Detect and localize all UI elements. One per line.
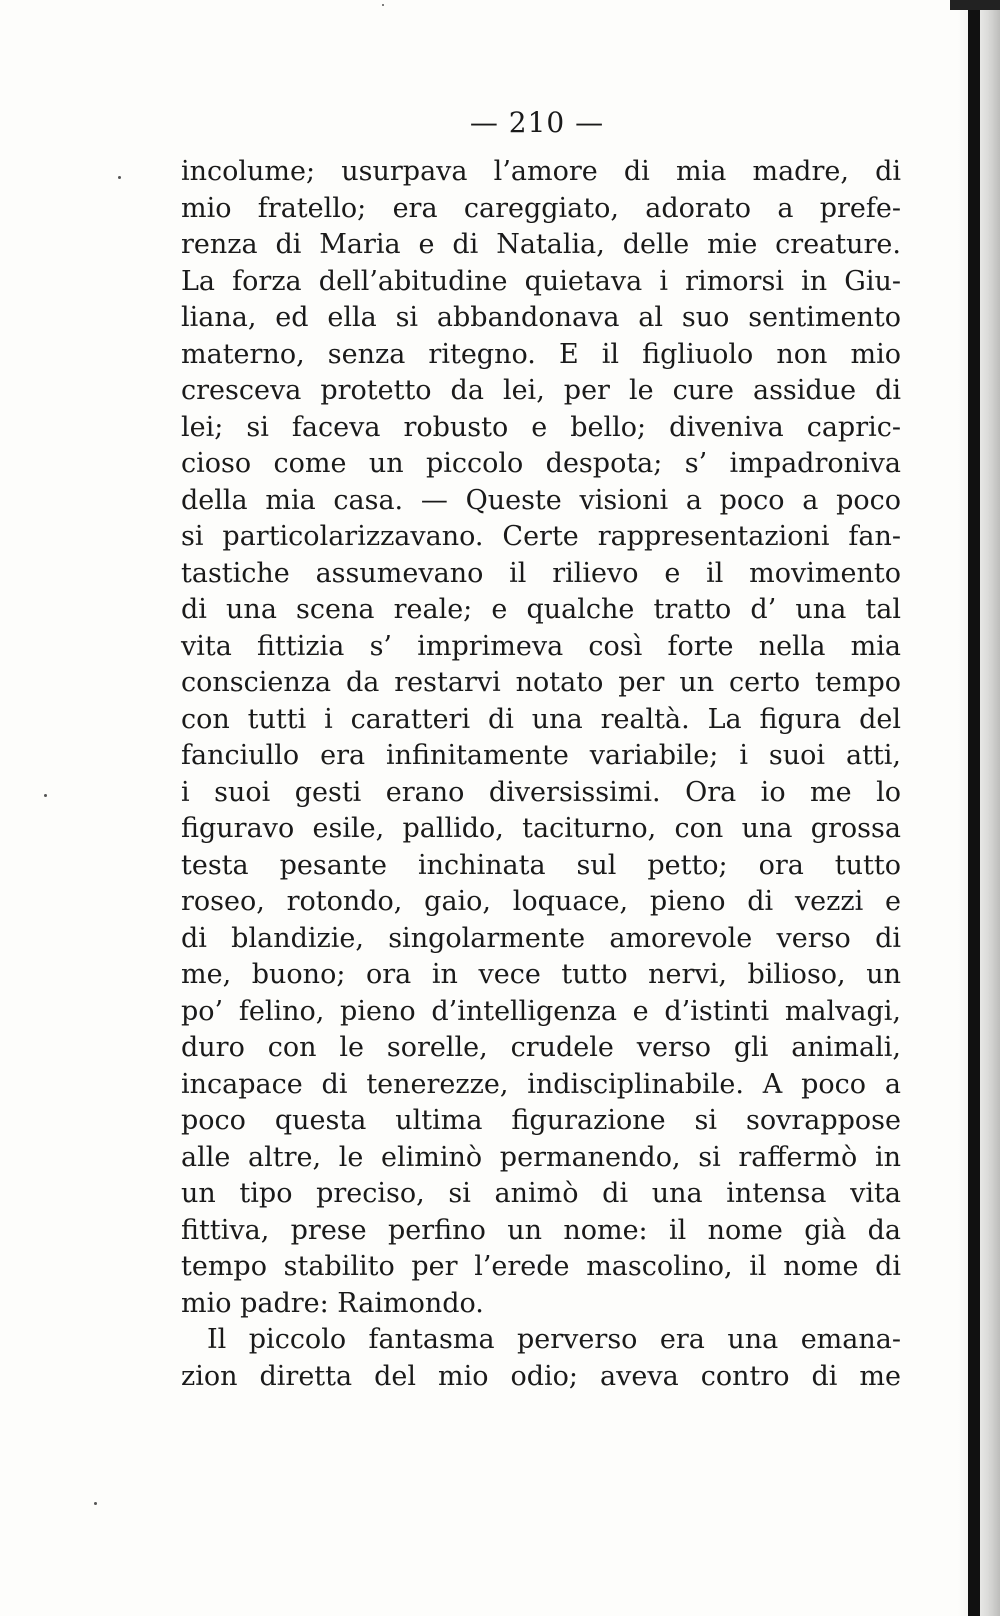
text-line: mio fratello; era careggiato, adorato a prefe- xyxy=(181,192,901,224)
text-line: materno, senza ritegno. E il figliuolo non mio xyxy=(181,338,901,370)
text-line: di blandizie, singolarmente amorevole verso di xyxy=(181,922,901,954)
text-line: La forza dell’abitudine quietava i rimorsi in Giu- xyxy=(181,265,901,297)
text-line: liana, ed ella si abbandonava al suo sentimento xyxy=(181,302,901,333)
page-spine-edge xyxy=(968,0,980,1616)
body-text xyxy=(181,154,901,1395)
text-line: cioso come un piccolo despota; s’ impadroniva xyxy=(181,448,901,479)
text-line: di una scena reale; e qualche tratto d’ una tal xyxy=(181,594,901,625)
text-line: fittiva, prese perfino un nome: il nome già da xyxy=(181,1214,901,1246)
text-line: figuravo esile, pallido, taciturno, con una grossa xyxy=(181,813,901,844)
text-line: lei; si faceva robusto e bello; diveniva capric- xyxy=(181,411,901,443)
text-line: roseo, rotondo, gaio, loquace, pieno di vezzi e xyxy=(181,886,901,917)
text-line: tempo stabilito per l’erede mascolino, il nome di xyxy=(181,1251,901,1282)
text-line: duro con le sorelle, crudele verso gli animali, xyxy=(181,1032,901,1063)
text-line: della mia casa. — Queste visioni a poco a poco xyxy=(181,484,901,516)
text-line: testa pesante inchinata sul petto; ora tutto xyxy=(181,849,901,881)
text-line: alle altre, le eliminò permanendo, si raffermò in xyxy=(181,1141,901,1173)
text-line: mio padre: Raimondo. xyxy=(181,1287,484,1319)
text-line: incapace di tenerezze, indisciplinabile. A poco a xyxy=(181,1068,901,1100)
text-line: con tutti i caratteri di una realtà. La figura del xyxy=(181,703,901,735)
paper-speck xyxy=(94,1502,97,1505)
text-line: si particolarizzavano. Certe rappresentazioni fan- xyxy=(181,521,901,552)
text-line: me, buono; ora in vece tutto nervi, bilioso, un xyxy=(181,959,901,990)
text-line: incolume; usurpava l’amore di mia madre, di xyxy=(181,156,901,187)
page-number: — 210 — xyxy=(469,106,605,139)
text-line: renza di Maria e di Natalia, delle mie creature. xyxy=(181,229,901,260)
text-line: zion diretta del mio odio; aveva contro di me xyxy=(181,1360,901,1392)
text-line: Il piccolo fantasma perverso era una emana- xyxy=(207,1324,901,1355)
text-line: vita fittizia s’ imprimeva così forte nella mia xyxy=(181,630,901,662)
text-line: tastiche assumevano il rilievo e il movimento xyxy=(181,557,901,589)
text-line: un tipo preciso, si animò di una intensa vita xyxy=(181,1178,901,1209)
paper-speck xyxy=(382,4,384,6)
text-line: conscienza da restarvi notato per un certo tempo xyxy=(181,667,901,698)
text-line: po’ felino, pieno d’intelligenza e d’istinti malvagi, xyxy=(181,995,901,1027)
text-line: poco questa ultima figurazione si sovrappose xyxy=(181,1105,901,1136)
text-line: fanciullo era infinitamente variabile; i suoi atti, xyxy=(181,740,901,771)
paper-speck xyxy=(118,176,121,179)
paper-speck xyxy=(44,794,47,797)
page-spine-top xyxy=(950,0,1000,10)
text-line: i suoi gesti erano diversissimi. Ora io me lo xyxy=(181,776,901,808)
text-line: cresceva protetto da lei, per le cure assidue di xyxy=(181,375,901,406)
